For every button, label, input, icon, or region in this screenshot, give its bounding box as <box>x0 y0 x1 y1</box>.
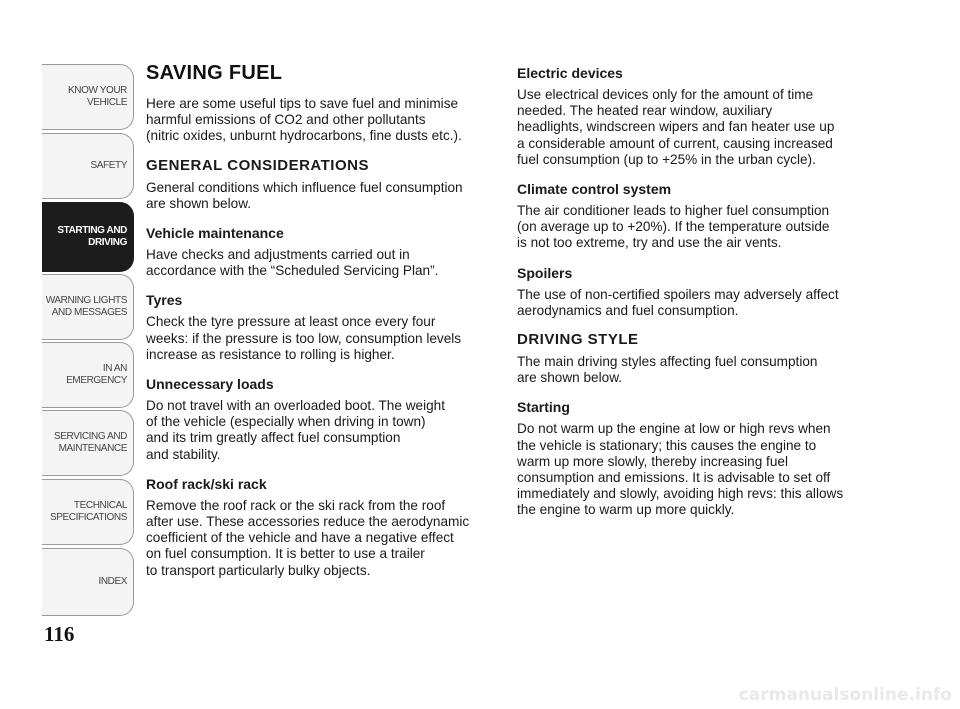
starting-heading: Starting <box>517 399 570 416</box>
vehicle-maintenance-heading: Vehicle maintenance <box>146 225 284 242</box>
nav-tab-starting-and-driving[interactable] <box>42 202 134 272</box>
tyres-heading: Tyres <box>146 292 183 309</box>
spoilers-heading: Spoilers <box>517 264 573 281</box>
page-number: 116 <box>44 622 75 646</box>
vehicle-maintenance-text: Have checks and adjustments carried out in accordance with the “Scheduled Servicing Plan”. <box>146 247 439 279</box>
climate-control-text: The air conditioner leads to higher fuel consumption (on average up to +20%). If the temperature outside is not too extreme, try and use the air vents. <box>517 203 830 251</box>
left-column <box>146 60 496 590</box>
nav-tab-label: INDEX <box>98 576 127 587</box>
electric-devices-heading: Electric devices <box>517 65 623 81</box>
nav-tab-label: WARNING LIGHTS AND MESSAGES <box>45 295 127 318</box>
nav-tab-label: SAFETY <box>90 160 127 171</box>
nav-tab-in-an-emergency[interactable] <box>42 342 134 408</box>
spoilers-text: The use of non-certified spoilers may adversely affect aerodynamics and fuel consumption. <box>517 286 839 318</box>
nav-tab-warning-lights[interactable] <box>42 274 134 340</box>
electric-devices-text: Use electrical devices only for the amount of time needed. The heated rear window, auxiliary headlights, windscreen wipers and fan heater use up a considerable amount of current, causing increased fuel consumption (up to +25% in the urban cycle). <box>517 87 835 167</box>
general-considerations-heading: GENERAL CONSIDERATIONS <box>146 156 369 174</box>
unnecessary-loads-text: Do not travel with an overloaded boot. The weight of the vehicle (especially when driving in town) and its trim greatly affect fuel consumption and stability. <box>146 398 445 462</box>
starting-text: Do not warm up the engine at low or high revs when the vehicle is stationary; this causes the engine to warm up more slowly, thereby increasing fuel consumption and emissions. It is advisable to set off immediately and slowly, avoiding high revs: this allows the engine to warm up more quickly. <box>517 421 844 518</box>
nav-tab-know-your-vehicle[interactable] <box>42 64 134 130</box>
driving-style-text: The main driving styles affecting fuel consumption are shown below. <box>517 354 818 386</box>
climate-control-heading: Climate control system <box>517 181 672 198</box>
general-considerations-text: General conditions which influence fuel consumption are shown below. <box>146 179 463 211</box>
nav-tab-label: IN AN EMERGENCY <box>66 363 127 386</box>
nav-tab-servicing-and-maintenance[interactable] <box>42 410 134 476</box>
watermark: carmanualsonline.info <box>738 685 952 705</box>
nav-tab-label: KNOW YOUR VEHICLE <box>68 85 127 108</box>
right-column <box>517 60 877 530</box>
intro-paragraph: Here are some useful tips to save fuel and minimise harmful emissions of CO2 and other pollutants (nitric oxides, unburnt hydrocarbons, fine dusts etc.). <box>146 96 462 144</box>
nav-tab-index[interactable] <box>42 548 134 616</box>
driving-style-heading: DRIVING STYLE <box>517 331 639 349</box>
roof-rack-text: Remove the roof rack or the ski rack from the roof after use. These accessories reduce the aerodynamic coefficient of the vehicle and have a negative effect on fuel consumption. It is better to use a trailer to transport particularly bulky objects. <box>146 497 470 578</box>
page-title: SAVING FUEL <box>146 62 283 84</box>
tyres-text: Check the tyre pressure at least once every four weeks: if the pressure is too low, consumption levels increase as resistance to rolling is higher. <box>146 314 462 362</box>
unnecessary-loads-heading: Unnecessary loads <box>146 376 274 393</box>
roof-rack-heading: Roof rack/ski rack <box>146 475 267 492</box>
nav-tab-label: STARTING AND DRIVING <box>57 225 127 248</box>
nav-tab-label: SERVICING AND MAINTENANCE <box>54 431 127 454</box>
nav-tab-label: TECHNICAL SPECIFICATIONS <box>49 500 127 523</box>
nav-tab-technical-specifications[interactable] <box>42 479 134 545</box>
nav-tab-safety[interactable] <box>42 133 134 199</box>
